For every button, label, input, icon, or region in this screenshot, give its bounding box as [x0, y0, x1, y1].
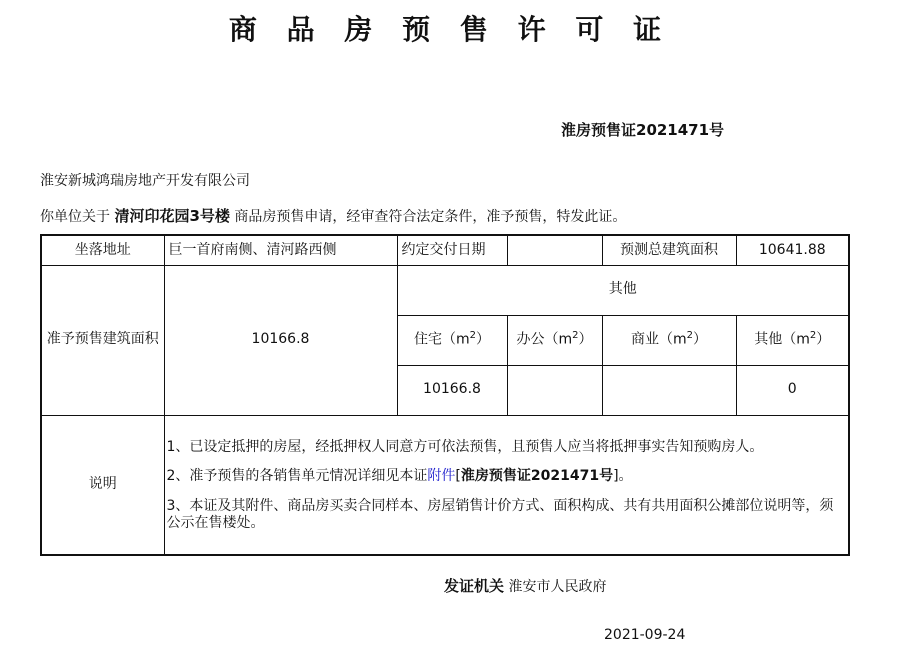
residential-header-name: 住宅 [413, 332, 442, 349]
note-2-cert-no: 淮房预售证2021471号 [460, 468, 614, 485]
issuer-label: 发证机关 [444, 577, 505, 595]
issuing-authority [444, 575, 606, 596]
total-area-value: 10641.88 [736, 235, 849, 265]
presale-area-label: 准予预售建筑面积 [41, 265, 164, 415]
table-row [41, 415, 849, 555]
location-label: 坐落地址 [41, 235, 164, 265]
note-2 [167, 468, 845, 486]
residential-header-unit: m [455, 332, 470, 349]
notice-prefix: 你单位关于 [40, 209, 110, 225]
commercial-header-name: 商业 [630, 332, 659, 349]
location-value: 巨一首府南侧、清河路西侧 [164, 235, 397, 265]
notice-suffix: 商品房预售申请，经审查符合法定条件，准予预售，特发此证。 [234, 209, 627, 225]
commercial-value [602, 365, 736, 415]
office-header-name: 办公 [516, 332, 545, 349]
note-2-bracket-close: ]。 [613, 468, 633, 485]
commercial-header-exp: 2 [686, 330, 693, 342]
approval-notice [40, 205, 626, 226]
note-2-bracket-open: [ [455, 468, 461, 485]
document-title: 商 品 房 预 售 许 可 证 [228, 13, 672, 46]
other-header: 其他 [397, 265, 849, 315]
residential-header: 住宅$(m^2)$ [397, 315, 507, 365]
other-area-value: 0 [736, 365, 849, 415]
notes-content [164, 415, 849, 555]
other-area-header-unit: m [796, 332, 810, 349]
delivery-date-label: 约定交付日期 [397, 235, 507, 265]
commercial-header: 商业$(m^2)$ [602, 315, 736, 365]
table-row [41, 265, 849, 315]
office-header-unit: m [558, 332, 573, 349]
project-name: 清河印花园3号楼 [114, 207, 230, 225]
note-3: 3、本证及其附件、商品房买卖合同样本、房屋销售计价方式、面积构成、共有共用面积公摊部位说明等，须公示在售楼处。 [166, 497, 834, 532]
office-header: 办公$(m^2)$ [507, 315, 602, 365]
note-1: 1、已设定抵押的房屋，经抵押权人同意方可依法预售，且预售人应当将抵押事实告知预购房人。 [166, 438, 764, 455]
note-2-prefix: 2、准予预售的各销售单元情况详细见本证 [166, 468, 428, 485]
permit-table [40, 234, 850, 556]
office-header-exp: 2 [572, 330, 579, 342]
total-area-label: 预测总建筑面积 [602, 235, 736, 265]
notes-label: 说明 [41, 415, 164, 555]
presale-area-value: 10166.8 [164, 265, 397, 415]
residential-header-exp: 2 [469, 330, 476, 342]
office-value [507, 365, 602, 415]
other-area-header-name: 其他 [754, 332, 783, 349]
commercial-header-unit: m [672, 332, 687, 349]
table-row [41, 235, 849, 265]
delivery-date-value [507, 235, 602, 265]
certificate-number: 淮房预售证2021471号 [561, 121, 725, 139]
attachment-link[interactable]: 附件 [427, 468, 456, 485]
issue-date: 2021-09-24 [604, 627, 686, 643]
other-area-header: 其他$(m^2)$ [736, 315, 849, 365]
other-area-header-exp: 2 [809, 330, 817, 342]
issuer-value: 淮安市人民政府 [508, 579, 607, 595]
residential-value: 10166.8 [397, 365, 507, 415]
company-name: 淮安新城鸿瑞房地产开发有限公司 [40, 173, 250, 189]
